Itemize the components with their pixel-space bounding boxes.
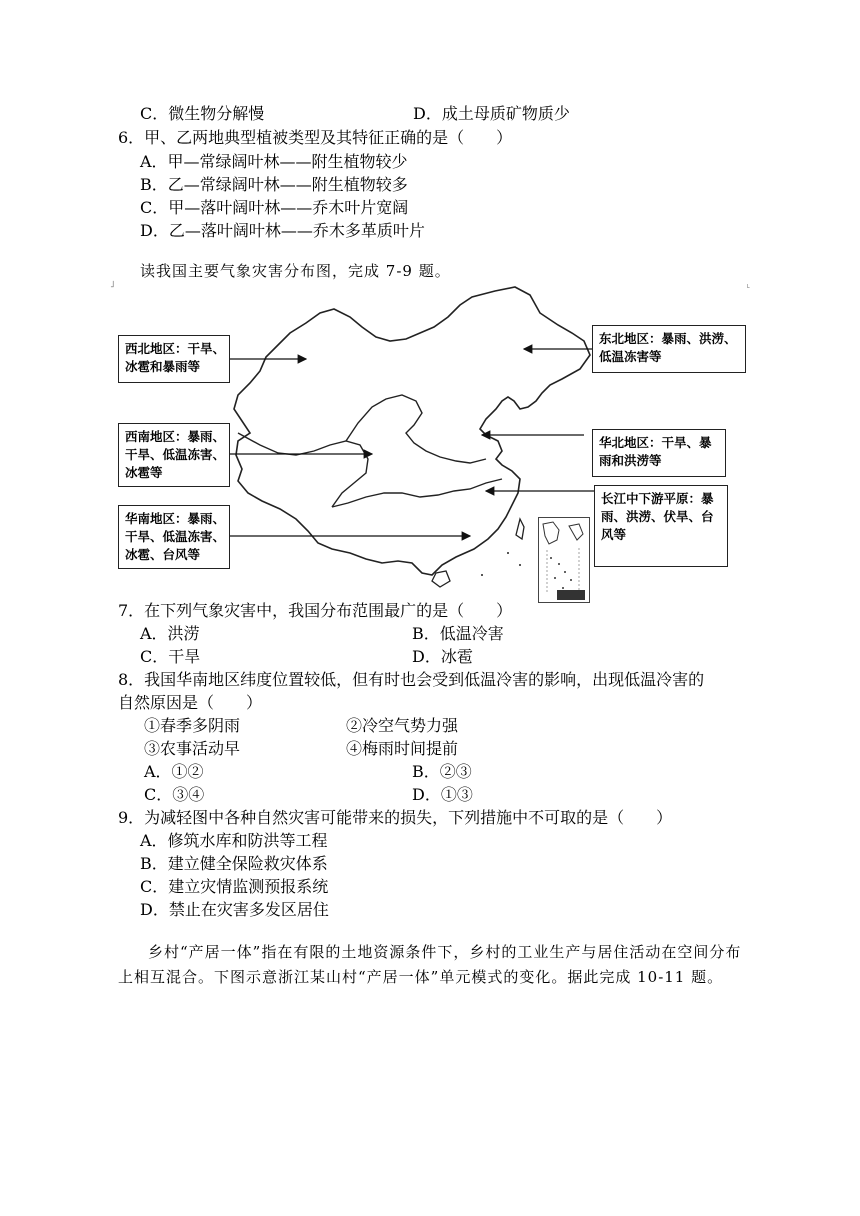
region-line-south xyxy=(332,479,502,507)
q5-option-c: C．微生物分解慢 xyxy=(140,104,265,123)
q7-option-c: C．干旱 xyxy=(140,647,201,666)
south-china-sea-inset xyxy=(538,517,590,603)
q8-item-4: ④梅雨时间提前 xyxy=(346,739,459,758)
callout-southwest: 西南地区：暴雨、 干旱、低温冻害、 冰雹等 xyxy=(118,423,230,487)
region-line-north xyxy=(346,395,486,463)
intro-7-9: 读我国主要气象灾害分布图，完成 7-9 题。 xyxy=(140,262,451,280)
q8-item-1: ①春季多阴雨 xyxy=(144,716,241,735)
q8-option-a: A．①② xyxy=(144,762,204,781)
q7-stem: 7．在下列气象灾害中，我国分布范围最广的是（ ） xyxy=(118,601,513,620)
callout-yangtze: 长江中下游平原：暴 雨、洪涝、伏旱、台 风等 xyxy=(594,485,728,567)
q9-option-c: C．建立灾情监测预报系统 xyxy=(140,877,329,896)
intro-10-11: 乡村“产居一体”指在有限的土地资源条件下，乡村的工业生产与居住活动在空间分布上相互混合。下图示意浙江某山村“产居一体”单元模式的变化。据此完成 10-11 题。 xyxy=(118,943,742,986)
callout-south: 华南地区：暴雨、 干旱、低温冻害、 冰雹、台风等 xyxy=(118,505,230,569)
q8-option-c: C．③④ xyxy=(144,785,205,804)
q6-option-a: A．甲—常绿阔叶林——附生植物较少 xyxy=(140,152,408,171)
q9-option-d: D．禁止在灾害多发区居住 xyxy=(140,900,329,919)
q7-option-b: B．低温冷害 xyxy=(412,624,504,643)
q6-option-c: C．甲—落叶阔叶林——乔木叶片宽阔 xyxy=(140,198,409,217)
callout-north: 华北地区：干旱、暴 雨和洪涝等 xyxy=(592,429,726,477)
callout-northwest: 西北地区：干旱、 冰雹和暴雨等 xyxy=(118,335,230,383)
q9-option-b: B．建立健全保险救灾体系 xyxy=(140,854,328,873)
q6-stem: 6．甲、乙两地典型植被类型及其特征正确的是（ ） xyxy=(118,128,513,147)
corner-mark-right: ˪ xyxy=(747,281,750,291)
q9-stem: 9．为减轻图中各种自然灾害可能带来的损失，下列措施中不可取的是（ ） xyxy=(118,808,673,827)
q8-item-3: ③农事活动早 xyxy=(144,739,241,758)
q8-option-d: D．①③ xyxy=(412,785,473,804)
q6-option-b: B．乙—常绿阔叶林——附生植物较多 xyxy=(140,175,408,194)
q5-option-d: D．成土母质矿物质少 xyxy=(413,104,570,123)
taiwan-island xyxy=(516,519,524,539)
region-line-west xyxy=(238,433,368,507)
disaster-map-figure xyxy=(110,280,750,601)
china-outline xyxy=(234,287,590,575)
callout-northeast: 东北地区：暴雨、洪涝、 低温冻害等 xyxy=(592,325,746,373)
q9-option-a: A．修筑水库和防洪等工程 xyxy=(140,831,328,850)
q8-option-b: B．②③ xyxy=(412,762,472,781)
inset-label-block xyxy=(557,590,585,600)
q7-option-d: D．冰雹 xyxy=(412,647,473,666)
q8-stem-line1: 8．我国华南地区纬度位置较低，但有时也会受到低温冷害的影响，出现低温冷害的 xyxy=(118,670,705,689)
corner-mark-left: ˩ xyxy=(110,280,115,290)
q8-item-2: ②冷空气势力强 xyxy=(346,716,459,735)
q6-option-d: D．乙—落叶阔叶林——乔木多革质叶片 xyxy=(140,221,425,240)
q7-option-a: A．洪涝 xyxy=(140,624,200,643)
q8-stem-line2: 自然原因是（ ） xyxy=(118,693,263,712)
